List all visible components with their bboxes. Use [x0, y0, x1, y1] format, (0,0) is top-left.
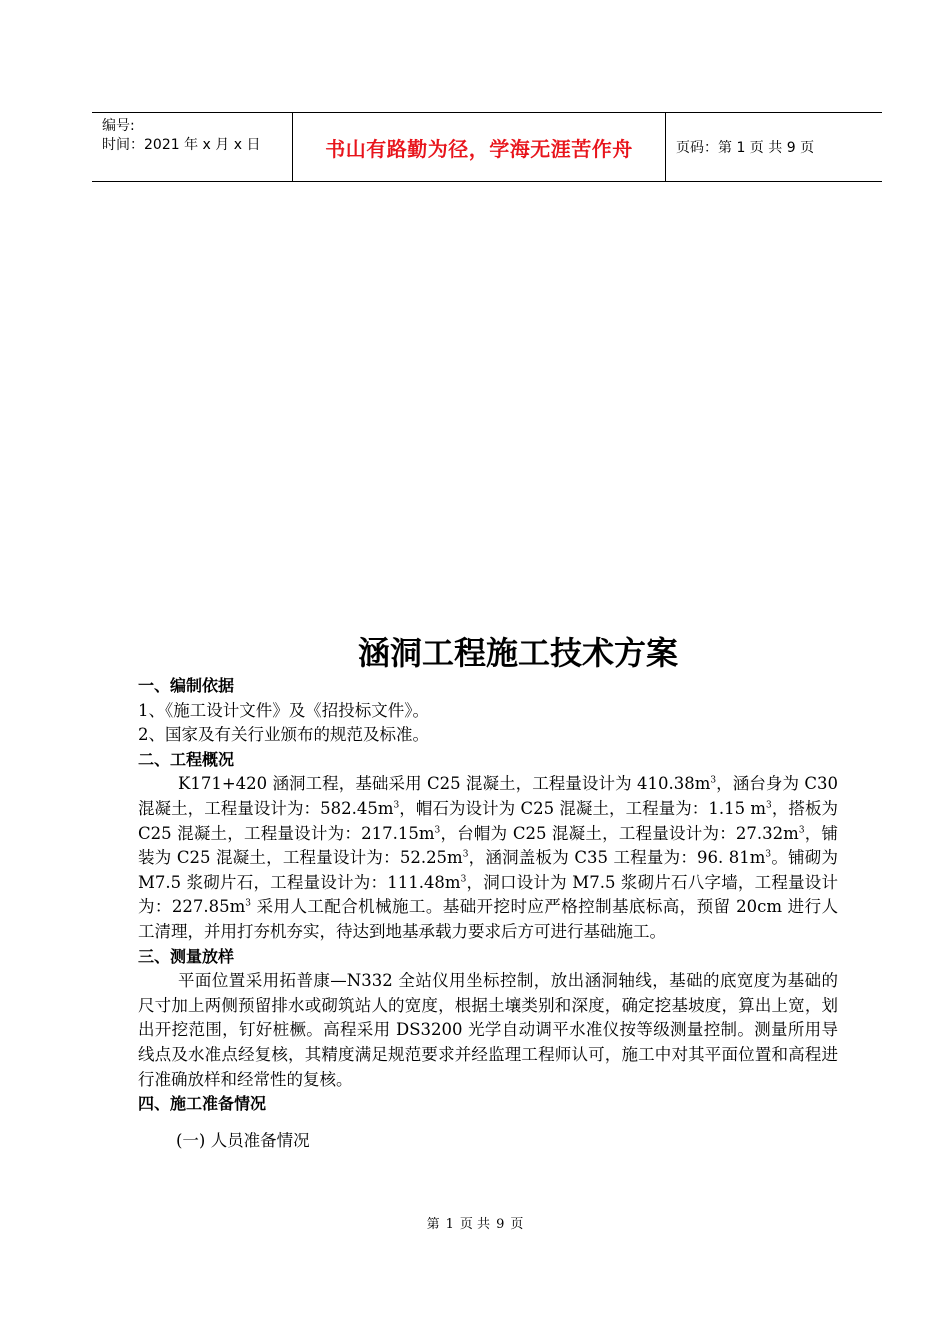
superscript-3: 3	[434, 825, 441, 836]
superscript-3: 3	[393, 800, 400, 811]
s2-text-3: ，帽石为设计为 C25 混凝土，工程量为：1.15 m	[399, 798, 767, 818]
section4-subitem: (一) 人员准备情况	[176, 1130, 310, 1150]
footer-page-total: 9	[496, 1217, 505, 1232]
number-label: 编号:	[102, 118, 135, 134]
superscript-3: 3	[245, 898, 251, 909]
header-page-label: 页码：第 1 页 共 9 页	[676, 140, 815, 156]
section3-paragraph: 平面位置采用拓普康—N332 全站仪用坐标控制，放出涵洞轴线，基础的底宽度为基础的尺寸加上两侧预留排水或砌筑站人的宽度，根据土壤类别和深度，确定挖基坡度，算出上宽，划出开挖范围，钉好桩橛。高程采用 DS3200 光学自动调平水准仪按等级测量控制。测量所用导线点及水准点经复核，其精度满足规范要求并经监理工程师认可，施工中对其平面位置和高程进行准确放样和经常性的复核。	[138, 971, 838, 1089]
document-body	[138, 674, 838, 1153]
s2-text-9: ，洞口设计为 M7.5 浆砌片石八字墙，工程量设计为：227.85m	[138, 872, 839, 917]
footer-mid: 页 共	[459, 1217, 491, 1232]
s2-text-2: ，涵台身为 C30 混凝土，工程量设计为：582.45m	[138, 774, 838, 818]
s2-text-6: ，铺装为 C25 混凝土，工程量设计为：52.25m	[138, 823, 839, 868]
section1-item2: 2、国家及有关行业颁布的规范及标准。	[138, 725, 429, 745]
s2-text-5: ，台帽为 C25 混凝土，工程量设计为：27.32m	[440, 823, 799, 843]
s2-text-10: 采用人工配合机械施工。基础开挖时应严格控制基底标高，预留 20cm 进行人工清理，并用打夯机夯实，待达到地基承载力要求后方可进行基础施工。	[138, 897, 838, 941]
superscript-3: 3	[765, 849, 772, 860]
header-table	[92, 112, 882, 182]
s2-text-1: K171+420 涵洞工程，基础采用 C25 混凝土，工程量设计为 410.38m	[178, 774, 711, 794]
footer-prefix: 第	[426, 1217, 440, 1232]
section2-paragraph	[138, 772, 838, 944]
superscript-3: 3	[710, 775, 717, 786]
section1-item1: 1、《施工设计文件》及《招投标文件》。	[138, 700, 429, 720]
header-left-cell	[92, 113, 293, 181]
section-heading-3: 三、测量放样	[138, 946, 235, 966]
superscript-3: 3	[798, 825, 805, 836]
footer-page-number: 1	[445, 1217, 454, 1232]
section-heading-4: 四、施工准备情况	[138, 1094, 267, 1114]
page-footer	[0, 1213, 950, 1232]
time-label: 时间：2021 年 x 月 x 日	[102, 137, 261, 153]
superscript-3: 3	[462, 849, 469, 860]
footer-suffix: 页	[510, 1217, 524, 1232]
superscript-3: 3	[460, 874, 467, 885]
document-title: 涵洞工程施工技术方案	[357, 634, 678, 672]
s2-text-8: 。铺砌为 M7.5 浆砌片石，工程量设计为：111.48m	[138, 848, 838, 892]
section-heading-2: 二、工程概况	[138, 749, 235, 769]
section-heading-1: 一、编制依据	[138, 676, 235, 695]
header-motto: 书山有路勤为径，学海无涯苦作舟	[293, 113, 666, 181]
s2-text-7: ，涵洞盖板为 C35 工程量为：96. 81m	[468, 848, 766, 868]
superscript-3: 3	[766, 800, 772, 811]
s2-text-4: ，搭板为 C25 混凝土，工程量设计为：217.15m	[138, 798, 838, 843]
